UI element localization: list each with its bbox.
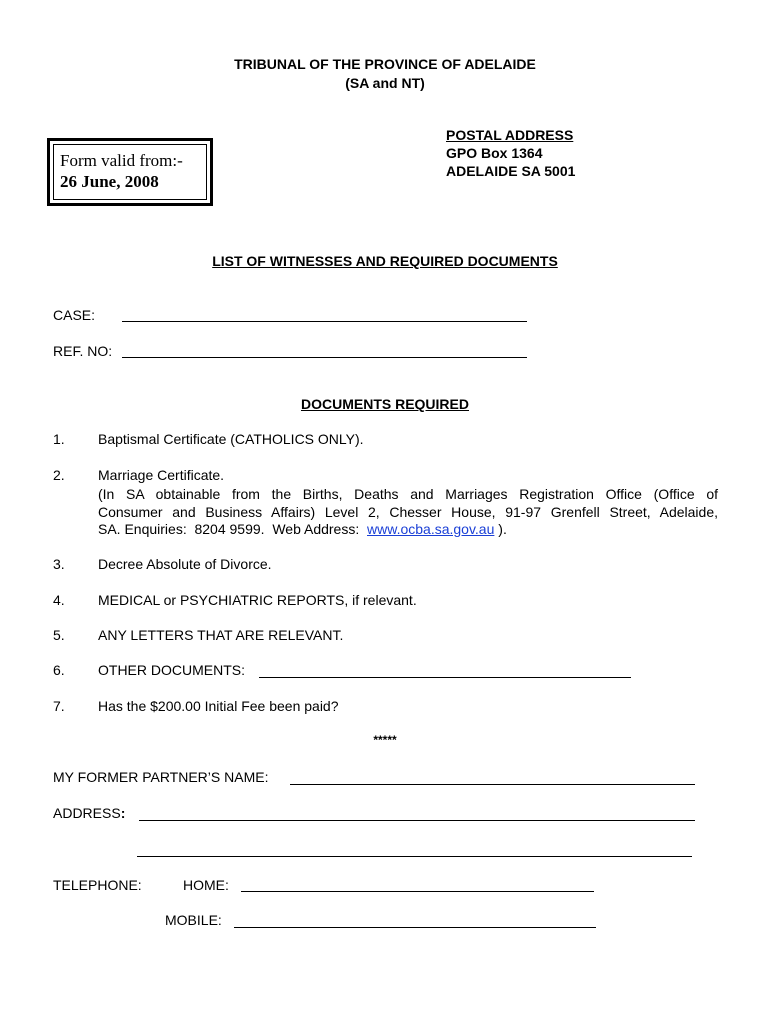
- telephone-label: TELEPHONE:: [53, 877, 142, 893]
- address-label-text: ADDRESS: [53, 805, 121, 821]
- item-text: Baptismal Certificate (CATHOLICS ONLY).: [98, 431, 364, 447]
- ocba-web-link[interactable]: www.ocba.sa.gov.au: [367, 521, 495, 537]
- item-text: Marriage Certificate.: [98, 467, 225, 483]
- item-text: OTHER DOCUMENTS:: [98, 662, 245, 678]
- address-field-line2[interactable]: [137, 856, 692, 857]
- item-text: Decree Absolute of Divorce.: [98, 556, 272, 572]
- address-label-colon: :: [120, 805, 126, 821]
- ref-no-label: REF. NO:: [53, 343, 113, 359]
- documents-heading: DOCUMENTS REQUIRED: [300, 396, 469, 412]
- ref-no-field[interactable]: [122, 357, 527, 358]
- item2-detail-line3-post: ).: [494, 521, 507, 537]
- form-valid-label: Form valid from:-: [60, 151, 183, 170]
- item-number: 5.: [53, 627, 65, 643]
- postal-line1: GPO Box 1364: [446, 145, 543, 161]
- address-field-line1[interactable]: [139, 820, 695, 821]
- item-number: 4.: [53, 592, 65, 608]
- item-number: 1.: [53, 431, 65, 447]
- case-label: CASE:: [53, 307, 96, 323]
- separator-stars: *****: [373, 733, 397, 747]
- form-valid-box: [47, 138, 213, 206]
- home-phone-field[interactable]: [241, 891, 594, 892]
- address-label: [53, 805, 125, 821]
- item-text: ANY LETTERS THAT ARE RELEVANT.: [98, 627, 344, 643]
- form-valid-date: 26 June, 2008: [60, 172, 159, 191]
- postal-line2: ADELAIDE SA 5001: [446, 163, 576, 179]
- item2-detail-line1: (In SA obtainable from the Births, Deaths and Marriages Registration Office (Office of: [98, 486, 718, 502]
- mobile-phone-field[interactable]: [234, 927, 596, 928]
- home-phone-label: HOME:: [183, 877, 229, 893]
- partner-name-label: MY FORMER PARTNER’S NAME:: [53, 769, 269, 785]
- case-field[interactable]: [122, 321, 527, 322]
- item-number: 6.: [53, 662, 65, 678]
- tribunal-title: TRIBUNAL OF THE PROVINCE OF ADELAIDE: [234, 56, 536, 72]
- tribunal-subtitle: (SA and NT): [345, 75, 425, 91]
- item2-detail-line2: Consumer and Business Affairs) Level 2, Chesser House, 91-97 Grenfell Street, Adelaide,: [98, 504, 718, 520]
- postal-heading: POSTAL ADDRESS: [446, 127, 574, 143]
- list-title: LIST OF WITNESSES AND REQUIRED DOCUMENTS: [212, 253, 558, 269]
- item-number: 3.: [53, 556, 65, 572]
- item-text: MEDICAL or PSYCHIATRIC REPORTS, if relevant.: [98, 592, 417, 608]
- other-documents-field[interactable]: [259, 677, 631, 678]
- mobile-phone-label: MOBILE:: [165, 912, 222, 928]
- item-text: Has the $200.00 Initial Fee been paid?: [98, 698, 339, 714]
- item2-detail-line3-pre: SA. Enquiries: 8204 9599. Web Address:: [98, 521, 368, 537]
- item2-detail-line3: [98, 521, 507, 537]
- item-number: 7.: [53, 698, 65, 714]
- partner-name-field[interactable]: [290, 784, 695, 785]
- item-number: 2.: [53, 467, 65, 483]
